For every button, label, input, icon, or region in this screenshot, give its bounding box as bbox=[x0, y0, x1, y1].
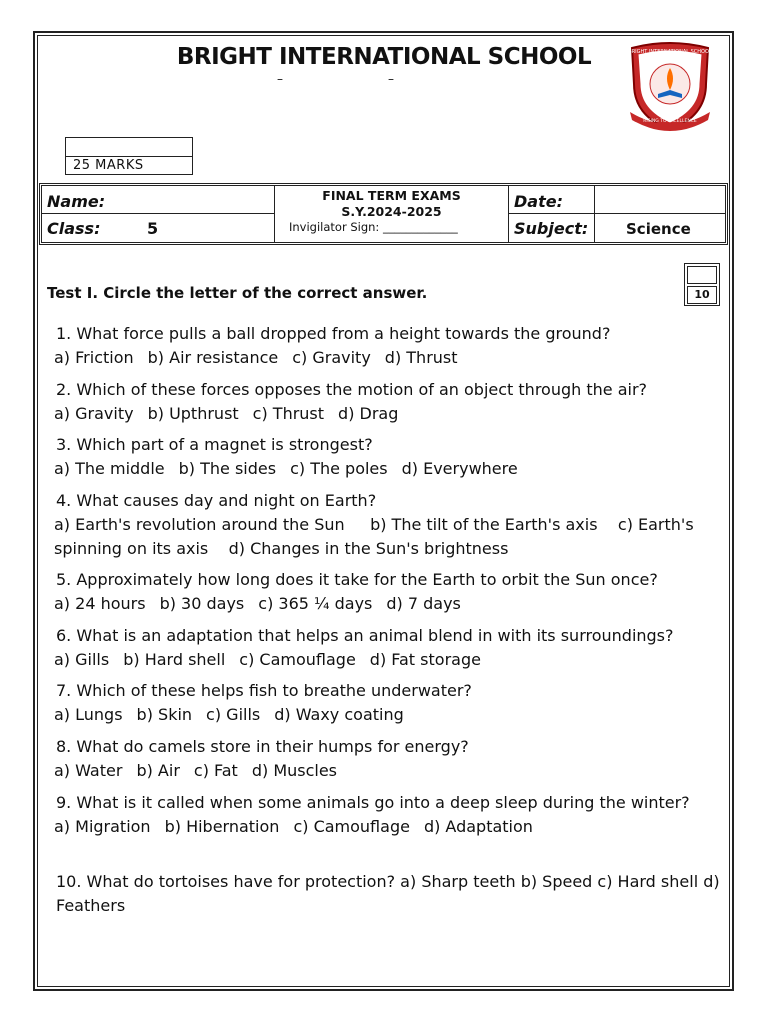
question-text: 9. What is it called when some animals go into a deep sleep during the winter? bbox=[56, 793, 690, 812]
answer-options-wrapped[interactable]: a) Earth's revolution around the Sun b) The tilt of the Earth's axis c) Earth's spinning on its axis d) Changes in the Sun's brightness bbox=[54, 515, 699, 558]
question-item bbox=[54, 489, 734, 561]
answer-option[interactable]: b) 30 days bbox=[159, 594, 245, 613]
answer-option[interactable]: b) Air bbox=[136, 761, 180, 780]
school-logo bbox=[622, 40, 718, 132]
question-text: 4. What causes day and night on Earth? bbox=[56, 491, 377, 510]
question-item bbox=[54, 679, 734, 727]
question-item bbox=[54, 322, 734, 370]
answer-options bbox=[54, 402, 734, 426]
answer-option[interactable]: d) Muscles bbox=[251, 761, 338, 780]
answer-option[interactable]: c) Fat bbox=[193, 761, 238, 780]
answer-option[interactable]: d) Everywhere bbox=[401, 459, 518, 478]
answer-option[interactable]: d) Adaptation bbox=[423, 817, 533, 836]
subject-label-cell bbox=[509, 214, 595, 242]
answer-options bbox=[54, 815, 734, 839]
answer-option[interactable]: b) The sides bbox=[178, 459, 277, 478]
answer-option[interactable]: d) 7 days bbox=[386, 594, 461, 613]
answer-option[interactable]: a) Migration bbox=[54, 817, 151, 836]
header-table bbox=[39, 183, 728, 245]
subject-label: Subject: bbox=[514, 219, 589, 238]
subject-value-cell bbox=[595, 214, 725, 242]
marks-score-field[interactable] bbox=[66, 138, 192, 157]
answer-option[interactable]: c) Gills bbox=[206, 705, 261, 724]
question-item bbox=[54, 568, 734, 616]
question-item bbox=[54, 735, 734, 783]
logo-text-bottom: RISING TO EXCELLENCE bbox=[643, 119, 697, 124]
answer-option[interactable]: c) Thrust bbox=[252, 404, 325, 423]
question-text: 7. Which of these helps fish to breathe underwater? bbox=[56, 681, 472, 700]
answer-option[interactable]: a) Friction bbox=[54, 348, 134, 367]
question-text: 2. Which of these forces opposes the motion of an object through the air? bbox=[56, 380, 648, 399]
date-label: Date: bbox=[514, 192, 563, 211]
subject-value: Science bbox=[626, 220, 691, 238]
logo-text-top: BRIGHT INTERNATIONAL SCHOOL bbox=[628, 49, 712, 55]
answer-option[interactable]: c) Camouflage bbox=[239, 650, 356, 669]
class-cell bbox=[42, 214, 275, 242]
answer-option[interactable]: c) 365 ¼ days bbox=[258, 594, 373, 613]
answer-option[interactable]: b) Air resistance bbox=[147, 348, 279, 367]
title-dash-left: – bbox=[277, 72, 283, 86]
exam-info-cell bbox=[275, 186, 509, 242]
question-text: 10. What do tortoises have for protection? a) Sharp teeth b) Speed c) Hard shell d) Feathers bbox=[56, 872, 720, 915]
answer-option[interactable]: b) Skin bbox=[136, 705, 193, 724]
date-field[interactable] bbox=[595, 186, 725, 214]
question-text: 1. What force pulls a ball dropped from a height towards the ground? bbox=[56, 324, 611, 343]
answer-option[interactable]: d) Drag bbox=[338, 404, 399, 423]
class-value: 5 bbox=[147, 219, 159, 238]
answer-option[interactable]: a) Gravity bbox=[54, 404, 134, 423]
question-text: 5. Approximately how long does it take for the Earth to orbit the Sun once? bbox=[56, 570, 658, 589]
question-text: 8. What do camels store in their humps for energy? bbox=[56, 737, 469, 756]
answer-options bbox=[54, 346, 734, 370]
answer-options bbox=[54, 592, 734, 616]
answer-option[interactable]: c) The poles bbox=[290, 459, 388, 478]
question-text: 6. What is an adaptation that helps an animal blend in with its surroundings? bbox=[56, 626, 674, 645]
title-dash-right: – bbox=[388, 72, 394, 86]
name-label: Name: bbox=[47, 192, 106, 211]
class-label: Class: bbox=[47, 219, 101, 238]
marks-box bbox=[65, 137, 193, 175]
test-score-box bbox=[684, 263, 720, 306]
question-item bbox=[54, 870, 734, 918]
invigilator-sign[interactable]: Invigilator Sign: _____________ bbox=[289, 220, 458, 234]
answer-options bbox=[54, 457, 734, 481]
answer-option[interactable]: c) Camouflage bbox=[293, 817, 410, 836]
test-score-total: 10 bbox=[687, 286, 717, 304]
name-cell[interactable] bbox=[42, 186, 275, 214]
answer-option[interactable]: c) Gravity bbox=[292, 348, 371, 367]
answer-option[interactable]: d) Thrust bbox=[384, 348, 458, 367]
exam-title: FINAL TERM EXAMS bbox=[322, 188, 461, 203]
answer-option[interactable]: d) Fat storage bbox=[369, 650, 481, 669]
question-text: 3. Which part of a magnet is strongest? bbox=[56, 435, 373, 454]
answer-option[interactable]: a) 24 hours bbox=[54, 594, 146, 613]
question-item bbox=[54, 378, 734, 426]
answer-option[interactable]: a) The middle bbox=[54, 459, 165, 478]
exam-year: S.Y.2024-2025 bbox=[341, 204, 442, 219]
answer-option[interactable]: b) Hard shell bbox=[123, 650, 226, 669]
answer-option[interactable]: b) Hibernation bbox=[164, 817, 280, 836]
answer-options bbox=[54, 648, 734, 672]
school-title: BRIGHT INTERNATIONAL SCHOOL bbox=[176, 44, 592, 70]
answer-option[interactable]: d) Waxy coating bbox=[274, 705, 404, 724]
test-heading: Test I. Circle the letter of the correct answer. bbox=[47, 284, 428, 302]
answer-option[interactable]: a) Lungs bbox=[54, 705, 123, 724]
answer-option[interactable]: a) Gills bbox=[54, 650, 110, 669]
answer-options bbox=[54, 703, 734, 727]
question-item bbox=[54, 624, 734, 672]
answer-option[interactable]: a) Water bbox=[54, 761, 123, 780]
question-item bbox=[54, 791, 734, 839]
answer-option[interactable]: b) Upthrust bbox=[147, 404, 239, 423]
test-score-field[interactable] bbox=[687, 266, 717, 284]
answer-options bbox=[54, 759, 734, 783]
marks-label: 25 MARKS bbox=[73, 158, 144, 173]
question-item bbox=[54, 433, 734, 481]
date-label-cell bbox=[509, 186, 595, 214]
